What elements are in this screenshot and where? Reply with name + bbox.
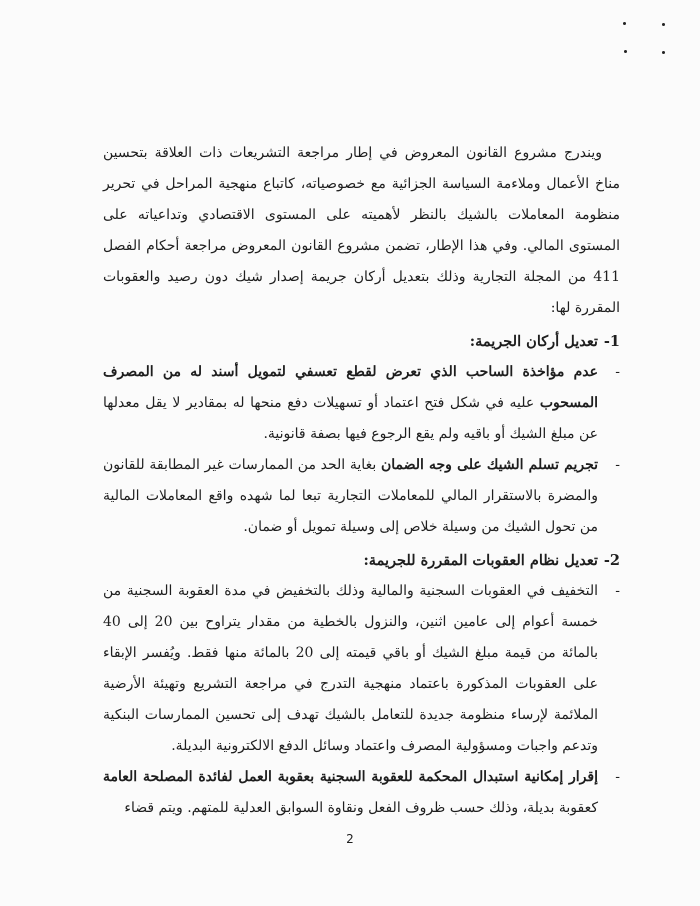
list-item xyxy=(103,762,620,824)
intro-paragraph: ويندرج مشروع القانون المعروض في إطار مراجعة التشريعات ذات العلاقة بتحسين مناخ الأعمال وملاءمة السياسة الجزائية مع خصوصياته، كاتباع منهجية المراحل في تحرير منظومة المعاملات بالشيك بالنظر لأهميته على المستوى الاقتصادي وتداعياته على المستوى المالي. وفي هذا الإطار، تضمن مشروع القانون المعروض مراجعة أحكام الفصل 411 من المجلة التجارية وذلك بتعديل أركان جريمة إصدار شيك دون رصيد والعقوبات المقررة لها: xyxy=(103,145,620,316)
scan-mark xyxy=(624,50,627,53)
list-item xyxy=(103,576,620,762)
bullet-text: عليه في شكل فتح اعتماد أو تسهيلات دفع منحها له بمقادير لا يقل معدلها عن مبلغ الشيك أو باقيه ولم يقع الرجوع فيها بصفة قانونية. xyxy=(103,395,598,442)
section-number: 1- xyxy=(603,333,620,350)
section-number: 2- xyxy=(603,552,620,569)
bullet-text: التخفيف في العقوبات السجنية والمالية وذلك بالتخفيض في مدة العقوبة السجنية من خمسة أعوام إلى عامين اثنين، والنزول بالخطية من مقدار يتراوح بين 20 إلى 40 بالمائة من قيمة مبلغ الشيك أو باقي قيمته إلى 20 بالمائة منها فقط. ويُفسر الإبقاء على العقوبات المذكورة باعتماد منهجية التدرج في مراجعة التشريع وتهيئة الأرضية الملائمة لإرساء منظومة جديدة للتعامل بالشيك تهدف إلى تحسين الممارسات البنكية وتدعم واجبات ومسؤولية المصرف واعتماد وسائل الدفع الالكترونية البديلة. xyxy=(103,583,598,754)
bullet-dash: - xyxy=(615,583,620,599)
bullet-text: كعقوبة بديلة، وذلك حسب ظروف الفعل ونقاوة السوابق العدلية للمتهم. ويتم قضاء xyxy=(124,800,598,816)
bullet-dash: - xyxy=(615,769,620,785)
bullet-lead: إقرار إمكانية استبدال المحكمة للعقوبة السجنية بعقوبة العمل لفائدة المصلحة العامة xyxy=(103,769,598,785)
bullet-lead: تجريم تسلم الشيك على وجه الضمان xyxy=(380,457,599,473)
section-heading xyxy=(103,545,620,576)
bullet-dash: - xyxy=(615,364,620,380)
scan-mark xyxy=(662,23,665,26)
document-body xyxy=(103,138,620,824)
list-item xyxy=(103,357,620,450)
scan-mark xyxy=(623,22,626,25)
bullet-text: بغاية الحد من الممارسات غير المطابقة للقانون والمضرة بالاستقرار المالي للمعاملات التجارية تبعا لما شهده واقع المعاملات المالية من تحول الشيك من وسيلة خلاص إلى وسيلة تمويل أو ضمان. xyxy=(103,457,598,535)
section-title: تعديل أركان الجريمة: xyxy=(469,333,598,350)
scan-mark xyxy=(662,51,665,54)
section-1 xyxy=(103,326,620,543)
section-2 xyxy=(103,545,620,824)
list-item xyxy=(103,450,620,543)
section-heading xyxy=(103,326,620,357)
section-title: تعديل نظام العقوبات المقررة للجريمة: xyxy=(363,552,598,569)
page-number: 2 xyxy=(346,832,354,846)
bullet-lead: عدم مؤاخذة الساحب الذي تعرض لقطع تعسفي لتمويل أسند له من المصرف المسحوب xyxy=(103,364,598,411)
bullet-dash: - xyxy=(615,457,620,473)
